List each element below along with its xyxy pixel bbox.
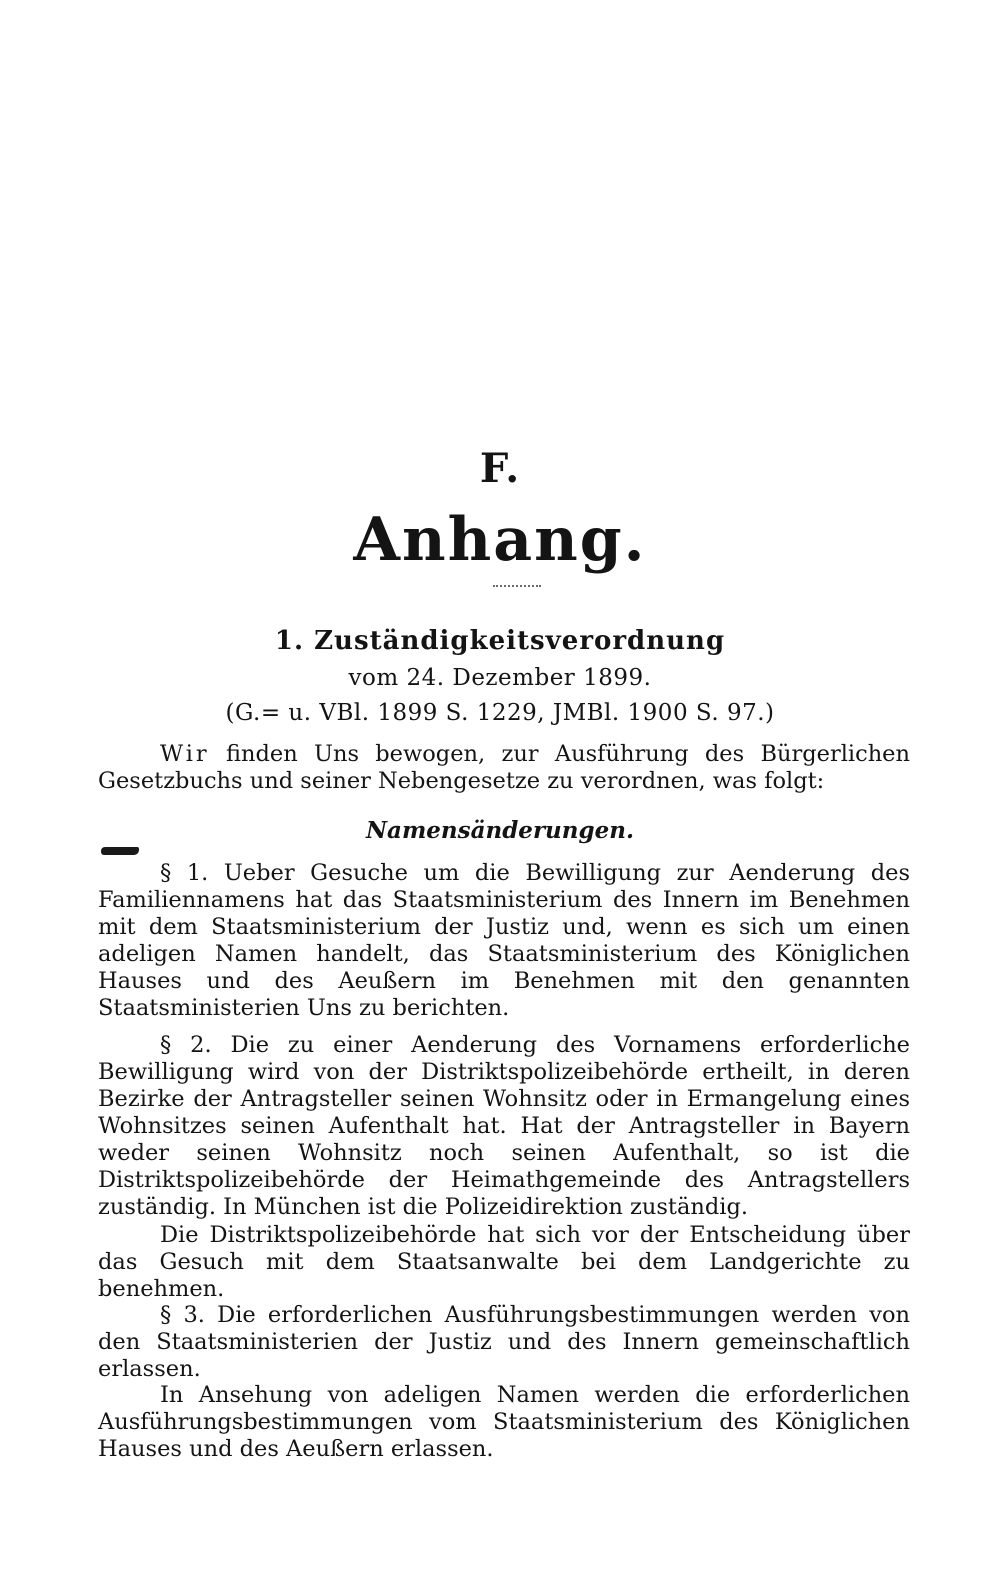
paragraph-section-3-continued: In Ansehung von adeligen Namen werden die erforderlichen Ausführungsbestimmungen vom Staatsministerium des Königlichen Hauses und des Aeußern erlassen.	[98, 1382, 910, 1462]
section-subheading: Namensänderungen.	[366, 817, 634, 844]
paragraph-section-1: § 1. Ueber Gesuche um die Bewilligung zur Aenderung des Familiennamens hat das Staatsministerium des Innern im Benehmen mit dem Staatsministerium der Justiz und, wenn es sich um einen adeligen Namen handelt, das Staatsministerium des Königlichen Hauses und des Aeußern im Benehmen mit den genannten Staatsministerien Uns zu berichten.	[98, 860, 910, 1021]
intro-paragraph	[98, 741, 910, 795]
intro-text: finden Uns bewogen, zur Ausführung des Bürgerlichen Gesetzbuchs und seiner Nebengesetze zu verordnen, was folgt:	[98, 741, 910, 794]
ordinance-date: vom 24. Dezember 1899.	[348, 665, 652, 691]
ink-blot-mark	[101, 847, 139, 855]
page-title: Anhang.	[353, 505, 647, 575]
paragraph-section-2: § 2. Die zu einer Aenderung des Vornamens erforderliche Bewilligung wird von der Distriktspolizeibehörde ertheilt, in deren Bezirke der Antragsteller seinen Wohnsitz oder in Ermangelung eines Wohnsitzes seinen Aufenthalt hat. Hat der Antragsteller in Bayern weder seinen Wohnsitz noch seinen Aufenthalt, so ist die Distriktspolizeibehörde der Heimathgemeinde des Antragstellers zuständig. In München ist die Polizeidirektion zuständig.	[98, 1032, 910, 1220]
paragraph-section-2-continued: Die Distriktspolizeibehörde hat sich vor der Entscheidung über das Gesuch mit dem Staatsanwalte bei dem Landgerichte zu benehmen.	[98, 1222, 910, 1302]
ordinance-reference: (G.= u. VBl. 1899 S. 1229, JMBl. 1900 S. 97.)	[225, 700, 775, 726]
section-letter: F.	[479, 445, 521, 492]
intro-lead-word: Wir	[160, 741, 210, 767]
paragraph-section-3: § 3. Die erforderlichen Ausführungsbestimmungen werden von den Staatsministerien der Justiz und des Innern gemeinschaftlich erlassen.	[98, 1302, 910, 1382]
title-divider	[493, 585, 541, 587]
ordinance-title: 1. Zuständigkeitsverordnung	[274, 626, 726, 656]
